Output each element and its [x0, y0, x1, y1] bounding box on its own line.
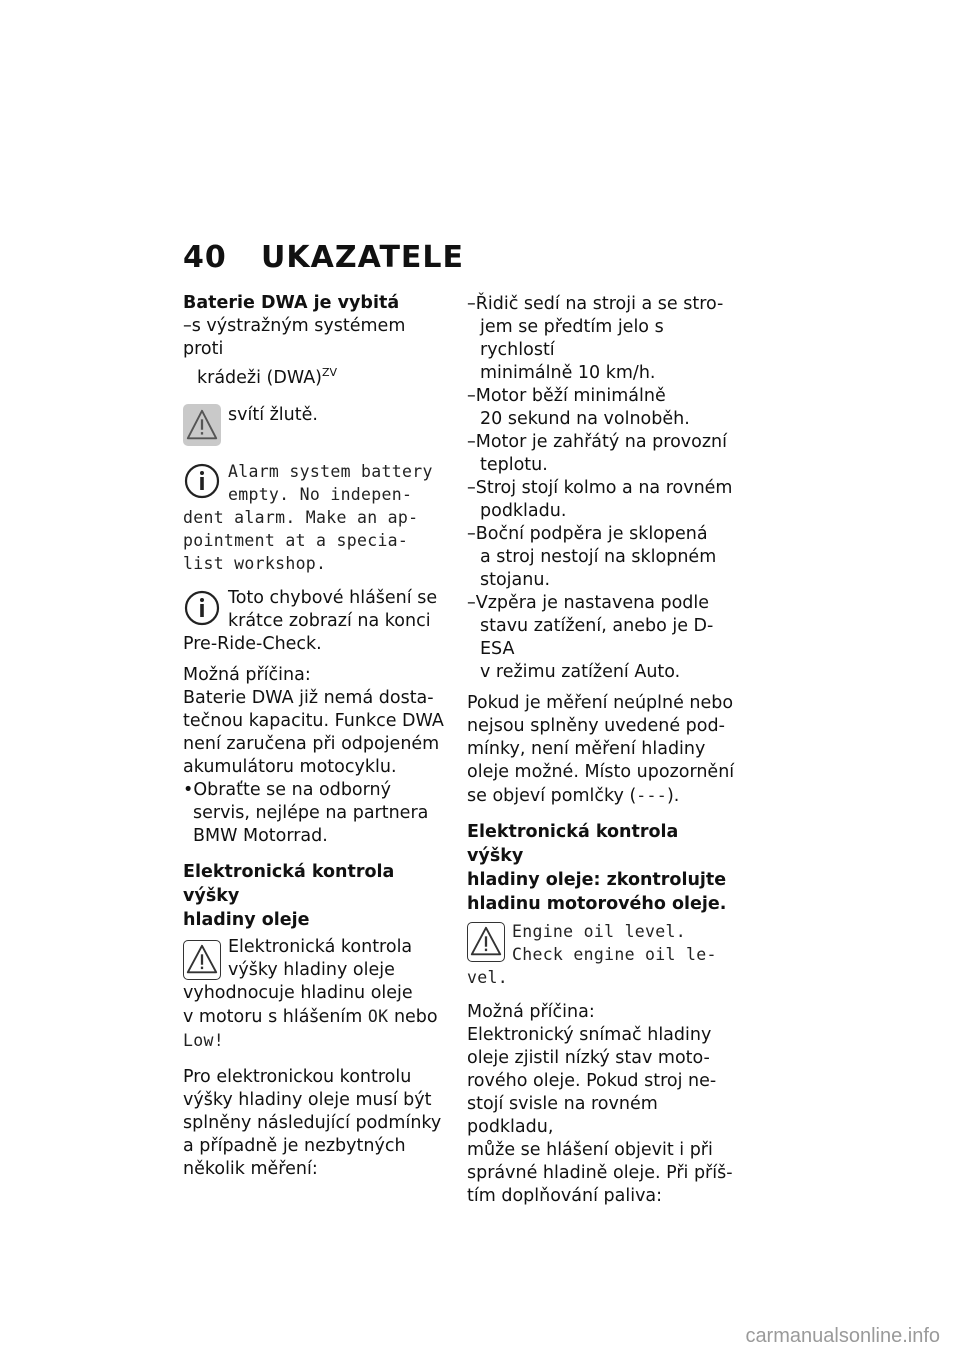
cause-label-right: Možná příčina: — [467, 1002, 595, 1022]
watermark: carmanualsonline.info — [745, 1325, 940, 1347]
warning-engine-oil-line1: Engine oil level. — [512, 922, 686, 941]
section-heading-check-oil-line3: hladinu motorového oleje. — [467, 894, 727, 914]
left-column — [183, 291, 451, 1181]
incomplete-text-end: ). — [666, 786, 680, 806]
warning-triangle-icon — [467, 922, 505, 962]
condition-6-line1: –Vzpěra je nastavena podle — [467, 593, 710, 613]
warning-oil-line2: výšky hladiny oleje — [228, 959, 395, 980]
cause-right-line7: tím doplňování paliva: — [467, 1186, 663, 1206]
incomplete-line4: oleje možné. Místo upozornění — [467, 762, 735, 782]
cause-right-line5: může se hlášení objevit i při — [467, 1140, 713, 1160]
info-battery-line3: dent alarm. Make an ap- — [183, 507, 419, 527]
condition-1-line2: jem se předtím jelo s rychlostí — [480, 317, 664, 360]
condition-5-line1: –Boční podpěra je sklopená — [467, 524, 708, 544]
condition-2-line1: –Motor běží minimálně — [467, 386, 666, 406]
page-number: 40 — [183, 240, 227, 275]
conditions-intro-line1: Pro elektronickou kontrolu — [183, 1066, 412, 1087]
cause-line3: není zaručena při odpojeném — [183, 733, 440, 754]
warning-engine-oil-line3: vel. — [467, 968, 508, 987]
warning-oil-block — [183, 936, 451, 1052]
action-bullet-line1: •Obraťte se na odborný — [183, 779, 391, 800]
warning-oil-line1: Elektronická kontrola — [228, 936, 413, 957]
zv-superscript: ZV — [322, 366, 338, 379]
cause-right-line6: správné hladině oleje. Při příš- — [467, 1163, 733, 1183]
conditions-intro-line5: několik měření: — [183, 1158, 318, 1179]
warning-engine-oil-block — [467, 920, 735, 989]
cause-line1: Baterie DWA již nemá dosta- — [183, 687, 434, 708]
page-title: UKAZATELE — [261, 240, 465, 275]
incomplete-line5 — [467, 784, 735, 808]
warning-dwa-text: svítí žlutě. — [228, 404, 318, 425]
info-preride-block — [183, 587, 451, 656]
section-heading-oil-line2: hladiny oleje — [183, 909, 310, 930]
cause-line2: tečnou kapacitu. Funkce DWA — [183, 710, 444, 731]
cause-right-line4: stojí svisle na rovném podkladu, — [467, 1094, 658, 1137]
info-battery-line4: pointment at a specia- — [183, 530, 409, 550]
info-icon — [183, 462, 221, 500]
cause-right-line3: rového oleje. Pokud stroj ne- — [467, 1071, 717, 1091]
condition-4-line1: –Stroj stojí kolmo a na rovném — [467, 478, 733, 498]
section-heading-check-oil: Elektronická kontrola výšky — [467, 822, 679, 866]
cause-line4: akumulátoru motocyklu. — [183, 756, 397, 777]
dwa-condition-line1: –s výstražným systémem proti — [183, 316, 406, 359]
action-bullet-line2: servis, nejlépe na partnera — [193, 802, 429, 823]
conditions-intro-line4: a případně je nezbytných — [183, 1135, 406, 1156]
section-heading-dwa: Baterie DWA je vybitá — [183, 293, 400, 313]
condition-4-line2: podkladu. — [480, 501, 567, 521]
info-battery-block — [183, 460, 451, 575]
dashes-code: --- — [636, 786, 667, 805]
condition-2-line2: 20 sekund na volnoběh. — [480, 409, 690, 429]
condition-3-line1: –Motor je zahřátý na provozní — [467, 432, 727, 452]
cause-right-line1: Elektronický snímač hladiny — [467, 1025, 712, 1045]
info-battery-line2: empty. No indepen- — [228, 484, 413, 504]
dwa-condition-line2 — [183, 361, 451, 390]
condition-1-line3: minimálně 10 km/h. — [480, 363, 656, 383]
condition-1-line1: –Řidič sedí na stroji a se stro- — [467, 294, 724, 314]
warning-dwa-block — [183, 404, 451, 448]
condition-6-line3: v režimu zatížení Auto. — [480, 662, 681, 682]
warning-oil-line4 — [183, 1005, 451, 1029]
cause-label: Možná příčina: — [183, 664, 311, 685]
condition-6-line2: stavu zatížení, anebo je D-ESA — [480, 616, 714, 659]
action-bullet-line3: BMW Motorrad. — [193, 825, 328, 846]
right-column — [467, 293, 735, 1208]
conditions-intro-line3: splněny následující podmínky — [183, 1112, 442, 1133]
warning-triangle-icon — [183, 940, 221, 980]
condition-5-line3: stojanu. — [480, 570, 551, 590]
dwa-condition-text: krádeži (DWA) — [197, 367, 322, 388]
warning-oil-text: v motoru s hlášením — [183, 1006, 368, 1027]
warning-engine-oil-line2: Check engine oil le- — [512, 945, 717, 964]
conditions-intro-line2: výšky hladiny oleje musí být — [183, 1089, 432, 1110]
info-preride-line3: Pre-Ride-Check. — [183, 633, 322, 654]
incomplete-text: se objeví pomlčky ( — [467, 786, 637, 806]
incomplete-line3: mínky, není měření hladiny — [467, 739, 706, 759]
warning-triangle-icon — [183, 404, 221, 446]
condition-5-line2: a stroj nestojí na sklopném — [480, 547, 717, 567]
section-heading-oil: Elektronická kontrola výšky — [183, 861, 395, 906]
info-icon — [183, 589, 221, 627]
condition-3-line2: teplotu. — [480, 455, 548, 475]
info-preride-line1: Toto chybové hlášení se — [228, 587, 438, 608]
incomplete-line1: Pokud je měření neúplné nebo — [467, 693, 734, 713]
info-preride-line2: krátce zobrazí na konci — [228, 610, 431, 631]
section-heading-check-oil-line2: hladiny oleje: zkontrolujte — [467, 870, 727, 890]
page-header — [183, 240, 464, 275]
info-battery-line1: Alarm system battery — [228, 461, 433, 481]
warning-oil-line3: vyhodnocuje hladinu oleje — [183, 982, 413, 1003]
warning-oil-text-or: nebo — [388, 1006, 438, 1027]
incomplete-line2: nejsou splněny uvedené pod- — [467, 716, 725, 736]
info-battery-line5: list workshop. — [183, 553, 327, 573]
low-code: Low! — [183, 1030, 224, 1050]
ok-code: OK — [367, 1006, 389, 1026]
cause-right-line2: oleje zjistil nízký stav moto- — [467, 1048, 710, 1068]
